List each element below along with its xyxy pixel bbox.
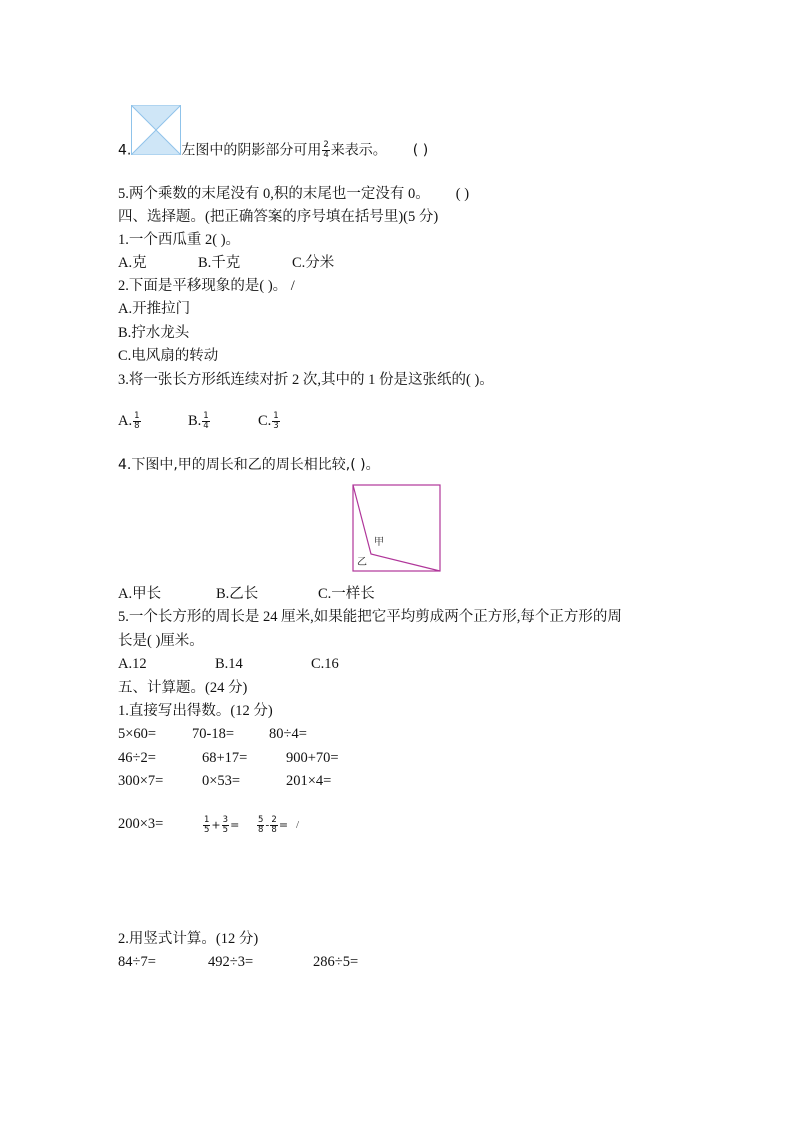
vertical-calc-row	[118, 953, 358, 971]
calc-item: 46÷2=	[118, 750, 156, 766]
option-b[interactable]: B. $\frac{1}{4}$	[188, 411, 209, 432]
option-a[interactable]: A.12	[118, 656, 147, 672]
s4-q2-option-b[interactable]: B.拧水龙头	[118, 325, 190, 341]
calc-item: 0×53=	[202, 773, 241, 789]
calc-item: 201×4=	[286, 773, 332, 789]
option-a[interactable]: A.甲长	[118, 586, 162, 602]
section4-heading: 四、选择题。(把正确答案的序号填在括号里)(5 分)	[118, 209, 439, 225]
answer-bracket[interactable]: ( )	[455, 186, 470, 202]
fraction-2-4: $\frac{2}{4}$	[323, 140, 329, 160]
option-b[interactable]: B.乙长	[216, 586, 259, 602]
option-c[interactable]: C.一样长	[318, 586, 375, 602]
s5-part2-title: 2.用竖式计算。(12 分)	[118, 931, 259, 947]
s4-q2-option-a[interactable]: A.开推拉门	[118, 301, 191, 317]
s4-q4: 4.下图中,甲的周长和乙的周长相比较,( )。	[118, 457, 380, 473]
trailing-slash: /	[296, 819, 300, 831]
judgement-q5	[118, 185, 469, 203]
fraction-expression-add: $\frac{1}{5}$ + $\frac{3}{5}$ =	[204, 814, 240, 835]
option-c[interactable]: C. $\frac{1}{3}$	[258, 411, 279, 432]
fraction-expression-sub: $\frac{5}{8}$ - $\frac{2}{8}$ =	[258, 814, 289, 835]
s4-q3-options	[118, 412, 281, 431]
s4-q3: 3.将一张长方形纸连续对折 2 次,其中的 1 份是这张纸的( )。	[118, 372, 494, 388]
s4-q1: 1.一个西瓜重 2( )。	[118, 232, 241, 248]
calc-row-1	[118, 725, 307, 743]
q4-number: 4.	[118, 142, 132, 159]
option-c[interactable]: C.16	[311, 656, 339, 672]
option-c[interactable]: C.分米	[292, 255, 335, 271]
q4-text-before: 左图中的阴影部分可用	[181, 142, 322, 159]
option-a[interactable]: A. $\frac{1}{8}$	[118, 411, 140, 432]
section5-heading: 五、计算题。(24 分)	[118, 680, 248, 696]
s4-q5-line2: 长是( )厘米。	[118, 633, 204, 649]
calc-item: 200×3=	[118, 816, 164, 832]
calc-item: 70-18=	[192, 726, 235, 742]
q4-text-after: 来表示。	[330, 142, 387, 159]
s4-q1-options	[118, 254, 334, 272]
s4-q5-options	[118, 655, 339, 673]
calc-row-3	[118, 772, 331, 790]
s4-q4-options	[118, 585, 375, 603]
calc-item: 900+70=	[286, 750, 339, 766]
s4-q5-line1: 5.一个长方形的周长是 24 厘米,如果能把它平均剪成两个正方形,每个正方形的周	[118, 609, 622, 625]
judgement-q4	[118, 141, 428, 160]
s4-q2-option-c[interactable]: C.电风扇的转动	[118, 348, 219, 364]
calc-item: 80÷4=	[269, 726, 307, 742]
calc-item: 286÷5=	[313, 954, 359, 970]
calc-row-2	[118, 749, 339, 767]
perimeter-figure	[352, 484, 442, 574]
label-jia: 甲	[374, 537, 384, 548]
calc-item: 492÷3=	[208, 954, 254, 970]
option-a[interactable]: A.克	[118, 255, 147, 271]
calc-row-4	[118, 815, 299, 835]
q5-text: 5.两个乘数的末尾没有 0,积的末尾也一定没有 0。	[118, 186, 430, 202]
calc-item: 68+17=	[202, 750, 248, 766]
s5-part1-title: 1.直接写出得数。(12 分)	[118, 703, 273, 719]
calc-item: 84÷7=	[118, 954, 156, 970]
s4-q2: 2.下面是平移现象的是( )。 /	[118, 278, 295, 294]
option-b[interactable]: B.14	[215, 656, 243, 672]
option-b[interactable]: B.千克	[198, 255, 241, 271]
calc-item: 300×7=	[118, 773, 164, 789]
calc-item: 5×60=	[118, 726, 157, 742]
answer-bracket[interactable]: ( )	[412, 142, 429, 159]
label-yi: 乙	[357, 557, 367, 568]
